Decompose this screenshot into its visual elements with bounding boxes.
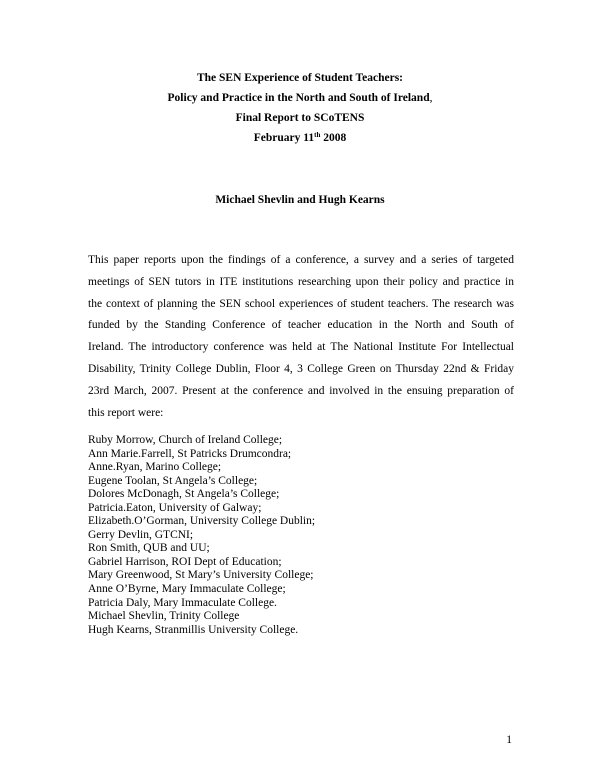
title-date-year: 2008	[320, 132, 347, 144]
attendee-item: Patricia.Eaton, University of Galway;	[88, 501, 262, 514]
attendee-item: Patricia Daly, Mary Immaculate College.	[88, 596, 277, 609]
report-title	[0, 68, 600, 148]
paragraph-line: This paper reports upon the findings of a conference, a survey and a series of targeted	[88, 254, 514, 266]
paragraph-line: meetings of SEN tutors in ITE institutions researching upon their policy and practice in	[88, 275, 514, 288]
attendee-item: Ron Smith, QUB and UU;	[88, 542, 210, 555]
title-main-text: The SEN Experience of Student Teachers:	[196, 72, 404, 84]
attendee-item: Dolores McDonagh, St Angela’s College;	[88, 488, 280, 501]
attendee-item: Elizabeth.O’Gorman, University College Dublin;	[88, 515, 316, 528]
title-report-recipient: Final Report to SCoTENS	[235, 112, 365, 124]
attendee-item: Anne O’Byrne, Mary Immaculate College;	[88, 583, 286, 596]
attendee-item: Ruby Morrow, Church of Ireland College;	[88, 434, 283, 446]
title-date-prefix: February 11	[253, 132, 315, 144]
intro-paragraph	[88, 250, 514, 424]
title-line-3	[0, 108, 600, 128]
title-subtitle-comma: ,	[429, 92, 433, 104]
attendee-item: Hugh Kearns, Stranmillis University College.	[88, 623, 299, 636]
paragraph-line: Disability, Trinity College Dublin, Floor 4, 3 College Green on Thursday 22nd & Friday	[88, 362, 514, 375]
attendee-item: Mary Greenwood, St Mary’s University College;	[88, 569, 314, 582]
title-line-1	[0, 68, 600, 88]
title-date	[0, 128, 600, 148]
attendee-item: Michael Shevlin, Trinity College	[88, 610, 240, 623]
attendee-item: Anne.Ryan, Marino College;	[88, 461, 222, 474]
paragraph-line: this report were:	[88, 406, 164, 419]
title-line-2	[0, 88, 600, 108]
attendee-item: Ann Marie.Farrell, St Patricks Drumcondra;	[88, 447, 292, 460]
attendee-item: Gabriel Harrison, ROI Dept of Education;	[88, 555, 282, 568]
attendee-item: Eugene Toolan, St Angela’s College;	[88, 474, 258, 487]
title-date-ordinal: th	[314, 131, 321, 139]
title-subtitle-text: Policy and Practice in the North and South of Ireland	[167, 92, 430, 104]
paragraph-line: 23rd March, 2007. Present at the conference and involved in the ensuing preparation of	[88, 384, 514, 397]
paragraph-line: funded by the Standing Conference of teacher education in the North and South of	[88, 319, 514, 332]
attendee-item: Gerry Devlin, GTCNI;	[88, 528, 194, 541]
page-number: 1	[506, 734, 512, 746]
paragraph-line: the context of planning the SEN school experiences of student teachers. The research was	[88, 297, 514, 310]
attendee-list	[88, 434, 518, 637]
paragraph-line: Ireland. The introductory conference was held at The National Institute For Intellectual	[88, 341, 514, 354]
authors-line: Michael Shevlin and Hugh Kearns	[215, 194, 385, 206]
